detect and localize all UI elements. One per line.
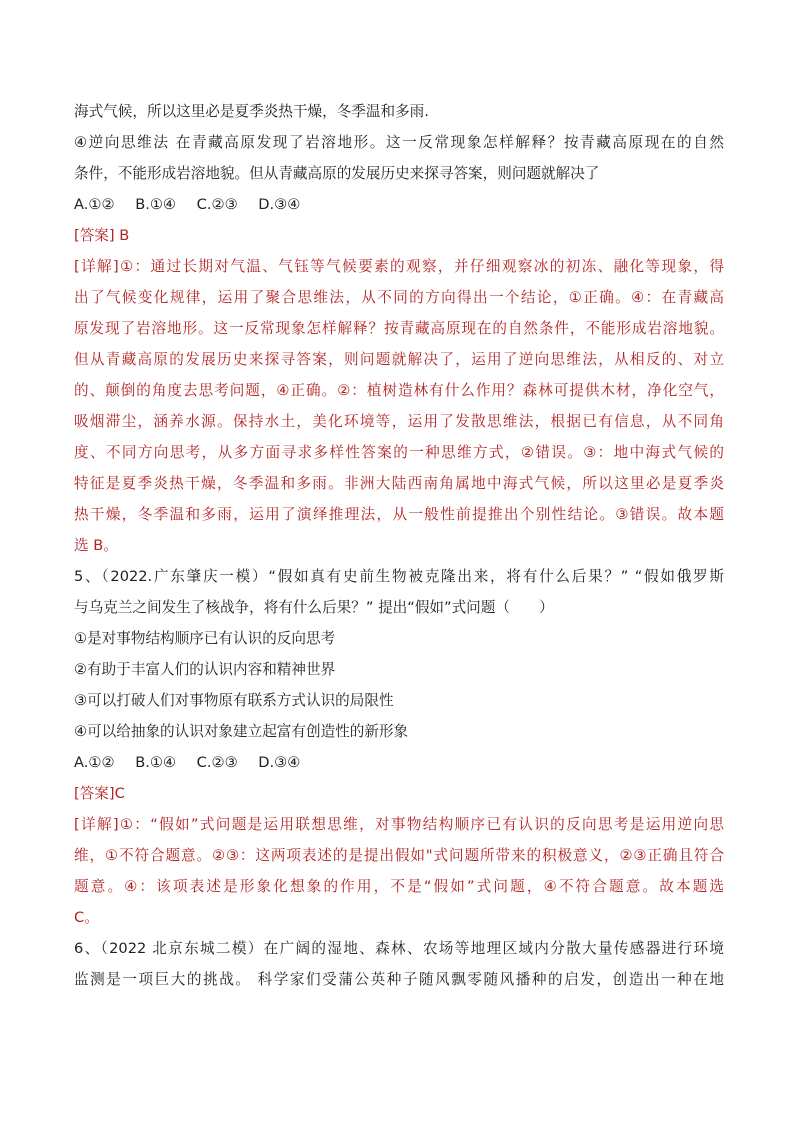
q5-analysis-line: 维，①不符合题意。②③：这两项表述的是提出假如"式问题所带来的积极意义，②③正确且符合 xyxy=(74,847,724,864)
q5-option: ④可以给抽象的认识对象建立起富有创造性的新形象 xyxy=(74,723,409,740)
q4-choice-b: B.①④ xyxy=(135,196,177,213)
q5-option: ②有助于丰富人们的认识内容和精神世界 xyxy=(74,661,336,678)
q5-stem-line-2: 与乌克兰之间发生了核战争，将有什么后果？” 提出“假如”式问题（ ） xyxy=(74,599,554,616)
q4-analysis-line: 的、颠倒的角度去思考问题，④正确。②：植树造林有什么作用？森林可提供木材，净化空气， xyxy=(74,382,724,399)
q4-answer: [答案] B xyxy=(74,227,130,244)
q5-choice-d: D.③④ xyxy=(258,754,301,771)
q4-analysis-line: 特征是夏季炎热干燥，冬季温和多雨。非洲大陆西南角属地中海式气候，所以这里必是夏季炎 xyxy=(74,475,724,492)
q4-option-4-line-2: 条件，不能形成岩溶地貌。但从青藏高原的发展历史来探寻答案，则问题就解决了 xyxy=(74,165,600,182)
q4-analysis-line: 热干燥，冬季温和多雨，运用了演绎推理法，从一般性前提推出个别性结论。③错误。故本题 xyxy=(74,506,724,523)
q4-choices xyxy=(74,189,724,220)
q5-choice-b: B.①④ xyxy=(135,754,177,771)
q5-stem-line-1: 5、（2022.广东肇庆一模）“假如真有史前生物被克隆出来，将有什么后果？” “假如俄罗斯 xyxy=(74,568,724,585)
q4-analysis-line: [详解]①：通过长期对气温、气钰等气候要素的观察，并仔细观察冰的初冻、融化等现象，得 xyxy=(74,258,724,275)
q4-choice-a: A.①② xyxy=(74,196,115,213)
q4-choice-c: C.②③ xyxy=(196,196,238,213)
q4-option-4-line-1: ④逆向思维法 在青藏高原发现了岩溶地形。这一反常现象怎样解释？按青藏高原现在的自然 xyxy=(74,134,724,151)
q5-analysis-line: 题意。④：该项表述是形象化想象的作用，不是“假如”式问题，④不符合题意。故本题选 xyxy=(74,878,724,895)
q4-analysis-line: 度、不同方向思考，从多方面寻求多样性答案的一种思维方式，②错误。③：地中海式气候的 xyxy=(74,444,724,461)
q4-analysis-line: 出了气候变化规律，运用了聚合思维法，从不同的方向得出一个结论，①正确。④：在青藏高 xyxy=(74,289,724,306)
q5-choice-c: C.②③ xyxy=(196,754,238,771)
q6-stem-line-2: 监测是一项巨大的挑战。 科学家们受蒲公英种子随风飘零随风播种的启发，创造出一种在地 xyxy=(74,971,724,988)
q5-option: ①是对事物结构顺序已有认识的反向思考 xyxy=(74,630,336,647)
q5-analysis-line: [详解]①：“假如”式问题是运用联想思维，对事物结构顺序已有认识的反向思考是运用逆向思 xyxy=(74,816,724,833)
document-content xyxy=(74,96,724,995)
q4-analysis-line: 原发现了岩溶地形。这一反常现象怎样解释？按青藏高原现在的自然条件，不能形成岩溶地貌。 xyxy=(74,320,724,337)
q4-analysis-line: 但从青藏高原的发展历史来探寻答案，则问题就解决了，运用了逆向思维法，从相反的、对立 xyxy=(74,351,724,368)
q4-analysis-line: 选 B。 xyxy=(74,537,118,554)
q4-analysis-line: 吸烟滞尘，涵养水源。保持水土，美化环境等，运用了发散思维法，根据已有信息，从不同角 xyxy=(74,413,724,430)
q4-choice-d: D.③④ xyxy=(258,196,301,213)
q5-answer: [答案]C xyxy=(74,785,125,802)
q6-stem-line-1: 6、（2022 北京东城二模）在广阔的湿地、森林、农场等地理区域内分散大量传感器进行环境 xyxy=(74,940,724,957)
q5-option: ③可以打破人们对事物原有联系方式认识的局限性 xyxy=(74,692,394,709)
q4-option-3-continuation: 海式气候，所以这里必是夏季炎热干燥，冬季温和多雨. xyxy=(74,103,429,120)
q5-analysis-line: C。 xyxy=(74,909,99,926)
q5-choice-a: A.①② xyxy=(74,754,115,771)
q5-choices xyxy=(74,747,724,778)
